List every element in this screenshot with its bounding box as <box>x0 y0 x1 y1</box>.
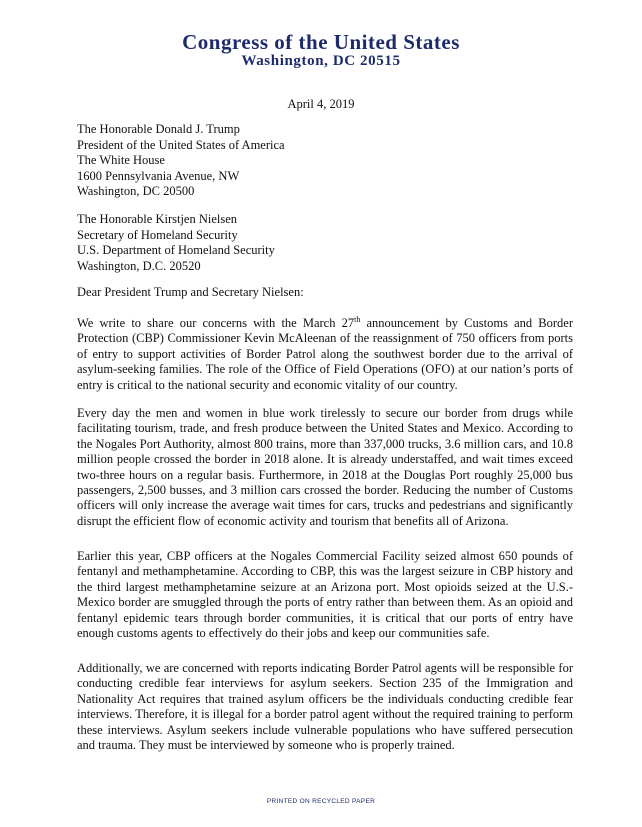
address-line: The Honorable Kirstjen Nielsen <box>77 212 238 226</box>
recipient-address-trump <box>77 122 285 200</box>
letter-date: April 4, 2019 <box>287 97 355 111</box>
address-line: The White House <box>77 153 165 167</box>
paragraph-text: announcement by Customs and Border Protection (CBP) Commissioner Kevin McAleenan of the reassignment of 750 officers from ports of entry to support activities of Border Patrol along the southwest border due to the arrival of asylum-seeking families. The role of the Office of Field Operations (OFO) at our nation’s ports of entry is critical to the national security and economic vitality of our country. <box>77 316 573 392</box>
salutation: Dear President Trump and Secretary Nielsen: <box>77 285 304 299</box>
paragraph-text: We write to share our concerns with the March 27 <box>77 316 355 330</box>
address-line: U.S. Department of Homeland Security <box>77 243 275 257</box>
letterhead-title: Congress of the United States <box>182 30 460 54</box>
address-line: President of the United States of America <box>77 137 285 152</box>
recipient-address-nielsen <box>77 212 275 274</box>
address-line: Washington, D.C. 20520 <box>77 258 201 273</box>
address-line: Washington, DC 20500 <box>77 184 195 198</box>
ordinal-suffix: th <box>354 314 361 324</box>
letterhead-location: Washington, DC 20515 <box>241 53 401 69</box>
recycled-paper-footer: PRINTED ON RECYCLED PAPER <box>266 798 376 805</box>
body-paragraph-3: Earlier this year, CBP officers at the Nogales Commercial Facility seized almost 650 pounds of fentanyl and methamphetamine. According to CBP, this was the largest seizure in CBP history and the third largest methamphetamine seizure at an Arizona port. Most opioids seized at the U.S.-Mexico border are smuggled through the ports of entry rather than between them. As an opioid and fentanyl epidemic tears through border communities, it is critical that our ports of entry have enough customs agents to effectively do their jobs and keep our communities safe. <box>77 549 573 641</box>
address-line: The Honorable Donald J. Trump <box>77 122 240 136</box>
body-paragraph-4: Additionally, we are concerned with reports indicating Border Patrol agents will be responsible for conducting credible fear interviews for asylum seekers. Section 235 of the Immigration and Nationality Act requires that trained asylum officers be the individuals conducting credible fear interviews. Therefore, it is illegal for a border patrol agent without the required training to perform these interviews. Asylum seekers include vulnerable populations who have suffered persecution and trauma. They must be interviewed by someone who is properly trained. <box>77 661 573 753</box>
address-line: 1600 Pennsylvania Avenue, NW <box>77 168 240 183</box>
body-paragraph-2: Every day the men and women in blue work tirelessly to secure our border from drugs while facilitating tourism, trade, and fresh produce between the United States and Mexico. According to the Nogales Port Authority, almost 800 trains, more than 337,000 trucks, 3.6 million cars, and 10.8 million people crossed the border in 2018 alone. It is already understaffed, and wait times exceed two-three hours on a regular basis. Furthermore, in 2018 at the Douglas Port roughly 25,000 bus passengers, 2,500 busses, and 3 million cars crossed the border. Reducing the number of Customs officers will only increase the average wait times for cars, trucks and pedestrians and significantly disrupt the efficient flow of economic activity and tourism that benefits all of Arizona. <box>77 406 573 528</box>
body-paragraph-1 <box>77 316 573 393</box>
address-line: Secretary of Homeland Security <box>77 227 238 242</box>
